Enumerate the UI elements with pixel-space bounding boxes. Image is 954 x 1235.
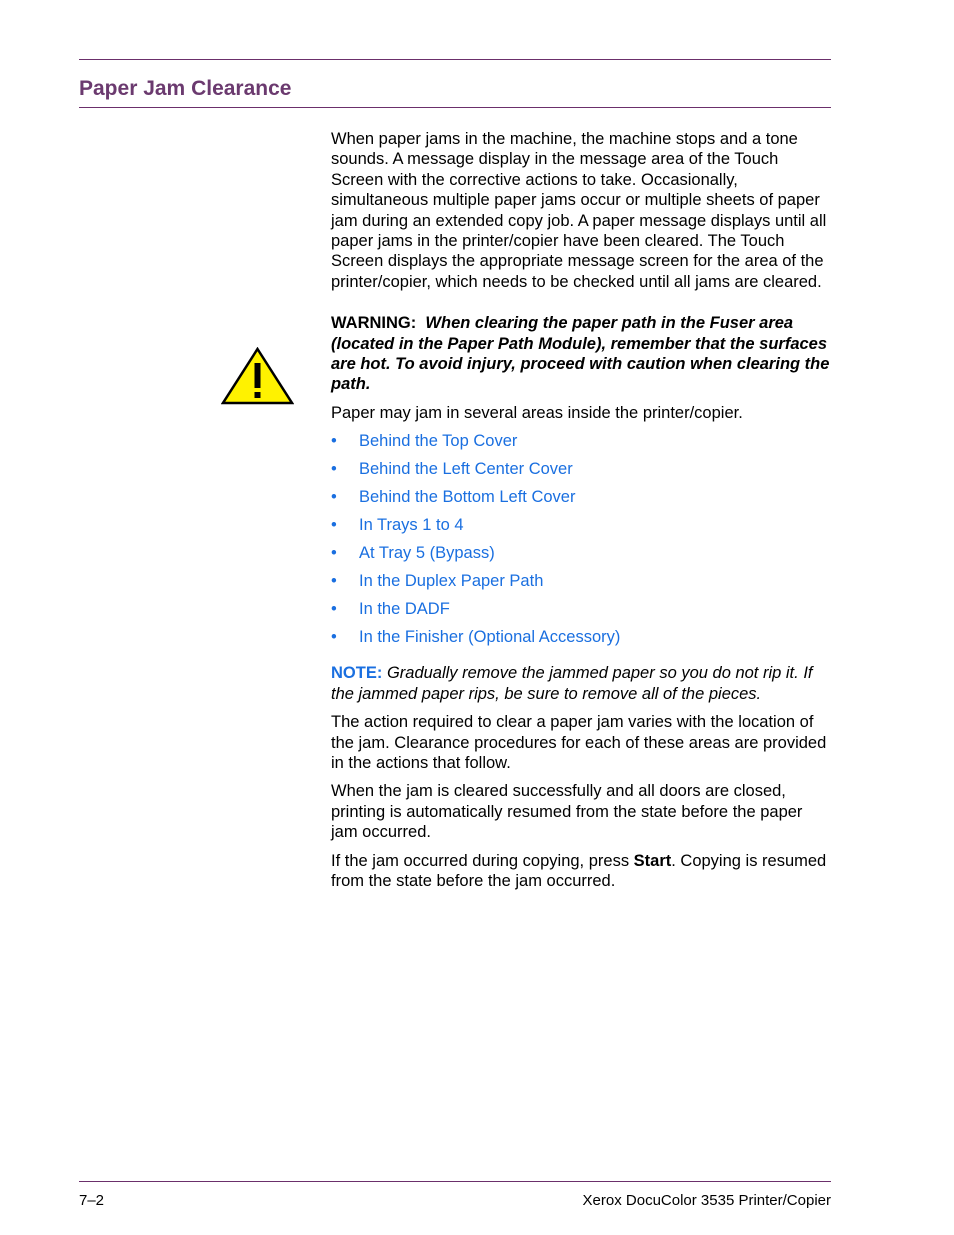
link-finisher[interactable]: In the Finisher (Optional Accessory) <box>359 628 621 647</box>
copy-text-end: . Copying is resumed from the state before the jam occurred. <box>331 851 827 890</box>
action-paragraph: The action required to clear a paper jam varies with the location of the jam. Clearance procedures for each of these areas are provided in the actions that follow. <box>331 713 827 772</box>
page-title: Paper Jam Clearance <box>79 77 292 100</box>
link-trays-1-to-4[interactable]: In Trays 1 to 4 <box>359 516 464 535</box>
note-text: Gradually remove the jammed paper so you do not rip it. If the jammed paper rips, be sure to remove all of the pieces. <box>331 664 813 703</box>
warning-triangle-icon <box>221 347 294 405</box>
top-rule <box>79 59 831 60</box>
warning-block <box>331 313 831 395</box>
list-item <box>331 599 831 627</box>
list-item <box>331 431 831 459</box>
list-item <box>331 627 831 655</box>
product-name: Xerox DocuColor 3535 Printer/Copier <box>582 1192 831 1209</box>
bullet-icon: • <box>331 628 337 647</box>
start-keyword: Start <box>633 851 672 870</box>
bullet-icon: • <box>331 516 337 535</box>
list-item <box>331 487 831 515</box>
bullet-icon: • <box>331 572 337 591</box>
warning-label: WARNING: <box>331 314 417 333</box>
page-number: 7–2 <box>79 1192 105 1209</box>
bullet-icon: • <box>331 432 337 451</box>
resume-paragraph: When the jam is cleared successfully and all doors are closed, printing is automatically resumed from the state before the paper jam occurred. <box>331 782 803 842</box>
note-label: NOTE: <box>331 664 383 683</box>
link-dadf[interactable]: In the DADF <box>359 600 450 619</box>
bullet-icon: • <box>331 600 337 619</box>
link-top-cover[interactable]: Behind the Top Cover <box>359 432 518 451</box>
link-left-center-cover[interactable]: Behind the Left Center Cover <box>359 460 573 479</box>
list-item <box>331 459 831 487</box>
intro-paragraph: When paper jams in the machine, the machine stops and a tone sounds. A message display in the message area of the Touch Screen with the corrective actions to take. Occasionally, simultaneous multiple paper jams occur or multiple sheets of paper jam during an extended copy job. A paper message displays until all paper jams in the printer/copier have been cleared. The Touch Screen displays the appropriate message screen for the area of the printer/copier, which needs to be checked until all jams are cleared. <box>331 130 827 291</box>
copy-text-start: If the jam occurred during copying, press <box>331 851 634 870</box>
jam-area-list <box>331 431 831 655</box>
copy-paragraph <box>331 851 831 892</box>
heading-rule <box>79 107 831 108</box>
link-tray-5-bypass[interactable]: At Tray 5 (Bypass) <box>359 544 495 563</box>
link-duplex-paper-path[interactable]: In the Duplex Paper Path <box>359 572 544 591</box>
main-content <box>331 129 831 891</box>
areas-intro: Paper may jam in several areas inside the printer/copier. <box>331 403 743 422</box>
bullet-icon: • <box>331 544 337 563</box>
warning-text: When clearing the paper path in the Fuser area (located in the Paper Path Module), remember that the surfaces are hot. To avoid injury, proceed with caution when clearing the path. <box>331 314 830 394</box>
list-item <box>331 543 831 571</box>
note-block <box>331 663 831 704</box>
footer-rule <box>79 1181 831 1182</box>
list-item <box>331 515 831 543</box>
link-bottom-left-cover[interactable]: Behind the Bottom Left Cover <box>359 488 576 507</box>
list-item <box>331 571 831 599</box>
bullet-icon: • <box>331 460 337 479</box>
bullet-icon: • <box>331 488 337 507</box>
